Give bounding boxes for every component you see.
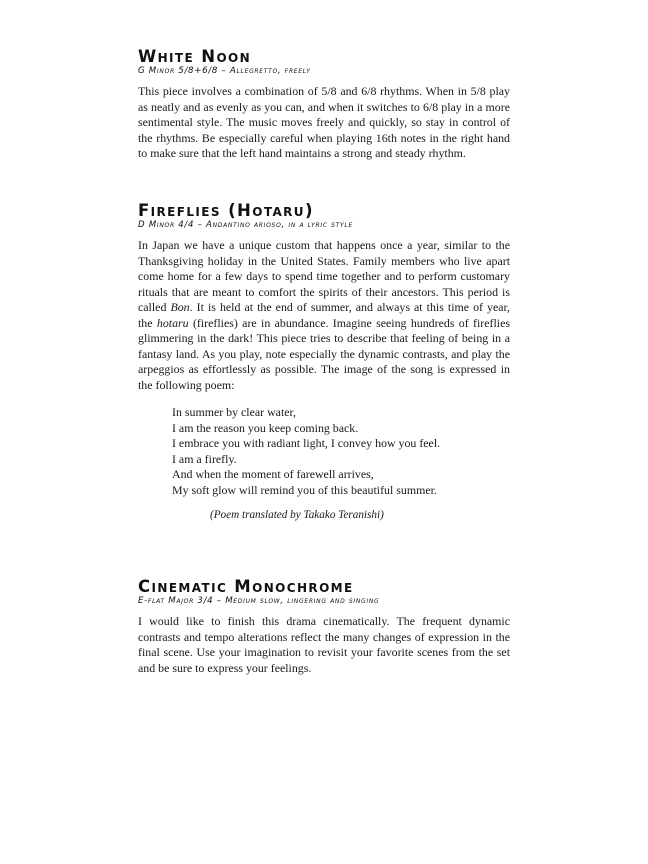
poem-line: And when the moment of farewell arrives, [172, 467, 374, 481]
poem [172, 405, 510, 498]
body-emphasis: Bon [170, 300, 190, 314]
section-subtitle: D Minor 4/4 – Andantino arioso, in a lyric style [138, 220, 353, 230]
section-body [138, 238, 510, 393]
poem-line: I am the reason you keep coming back. [172, 420, 359, 435]
section-white-noon [138, 48, 510, 162]
poem-line: My soft glow will remind you of this beautiful summer. [172, 482, 437, 497]
section-fireflies [138, 202, 510, 523]
section-title: Cinematic Monochrome [138, 577, 354, 596]
body-text-part: In Japan we have a unique custom that happens once a year, similar to the Thanksgiving holiday in the United States. Family members who live apart come home for a few days to spend time together and to perform customary rituals that are meant to comfort the spirits of their ancestors. This period is called [138, 238, 510, 314]
section-body: This piece involves a combination of 5/8 and 6/8 rhythms. When in 5/8 play as neatly and as evenly as you can, and when it switches to 6/8 play in a more sentimental style. The music moves freely and quickly, so stay in control of the rhythms. Be especially careful when playing 16th notes in the right hand to make sure that the left hand maintains a strong and steady rhythm. [138, 84, 510, 160]
section-subtitle: E-flat Major 3/4 – Medium slow, lingering and singing [138, 596, 380, 606]
body-emphasis: hotaru [156, 315, 189, 330]
section-title: White Noon [138, 47, 252, 66]
poem-line: I am a firefly. [172, 451, 237, 466]
poem-credit: (Poem translated by Takako Teranishi) [210, 509, 384, 521]
section-subtitle: G Minor 5/8+6/8 – Allegretto, freely [138, 66, 311, 76]
poem-line: I embrace you with radiant light, I convey how you feel. [172, 436, 441, 450]
body-text-part: (fireflies) are in abundance. Imagine seeing hundreds of fireflies glimmering in the dark! This piece tries to describe that feeling of being in a fantasy land. As you play, note especially the dynamic contrasts, and play the arpeggios as effortlessly as possible. The image of the song is expressed in the following poem: [138, 315, 510, 392]
body-text-part: . It is held at the end of summer, and always at this time of year, the [138, 300, 510, 330]
section-title: Fireflies (Hotaru) [138, 201, 314, 220]
section-body: I would like to finish this drama cinematically. The frequent dynamic contrasts and tempo alterations reflect the many changes of expression in the final scene. Use your imagination to revisit your favorite scenes from the set and be sure to express your feelings. [138, 614, 510, 675]
section-cinematic-monochrome [138, 578, 510, 676]
poem-line: In summer by clear water, [172, 405, 296, 419]
